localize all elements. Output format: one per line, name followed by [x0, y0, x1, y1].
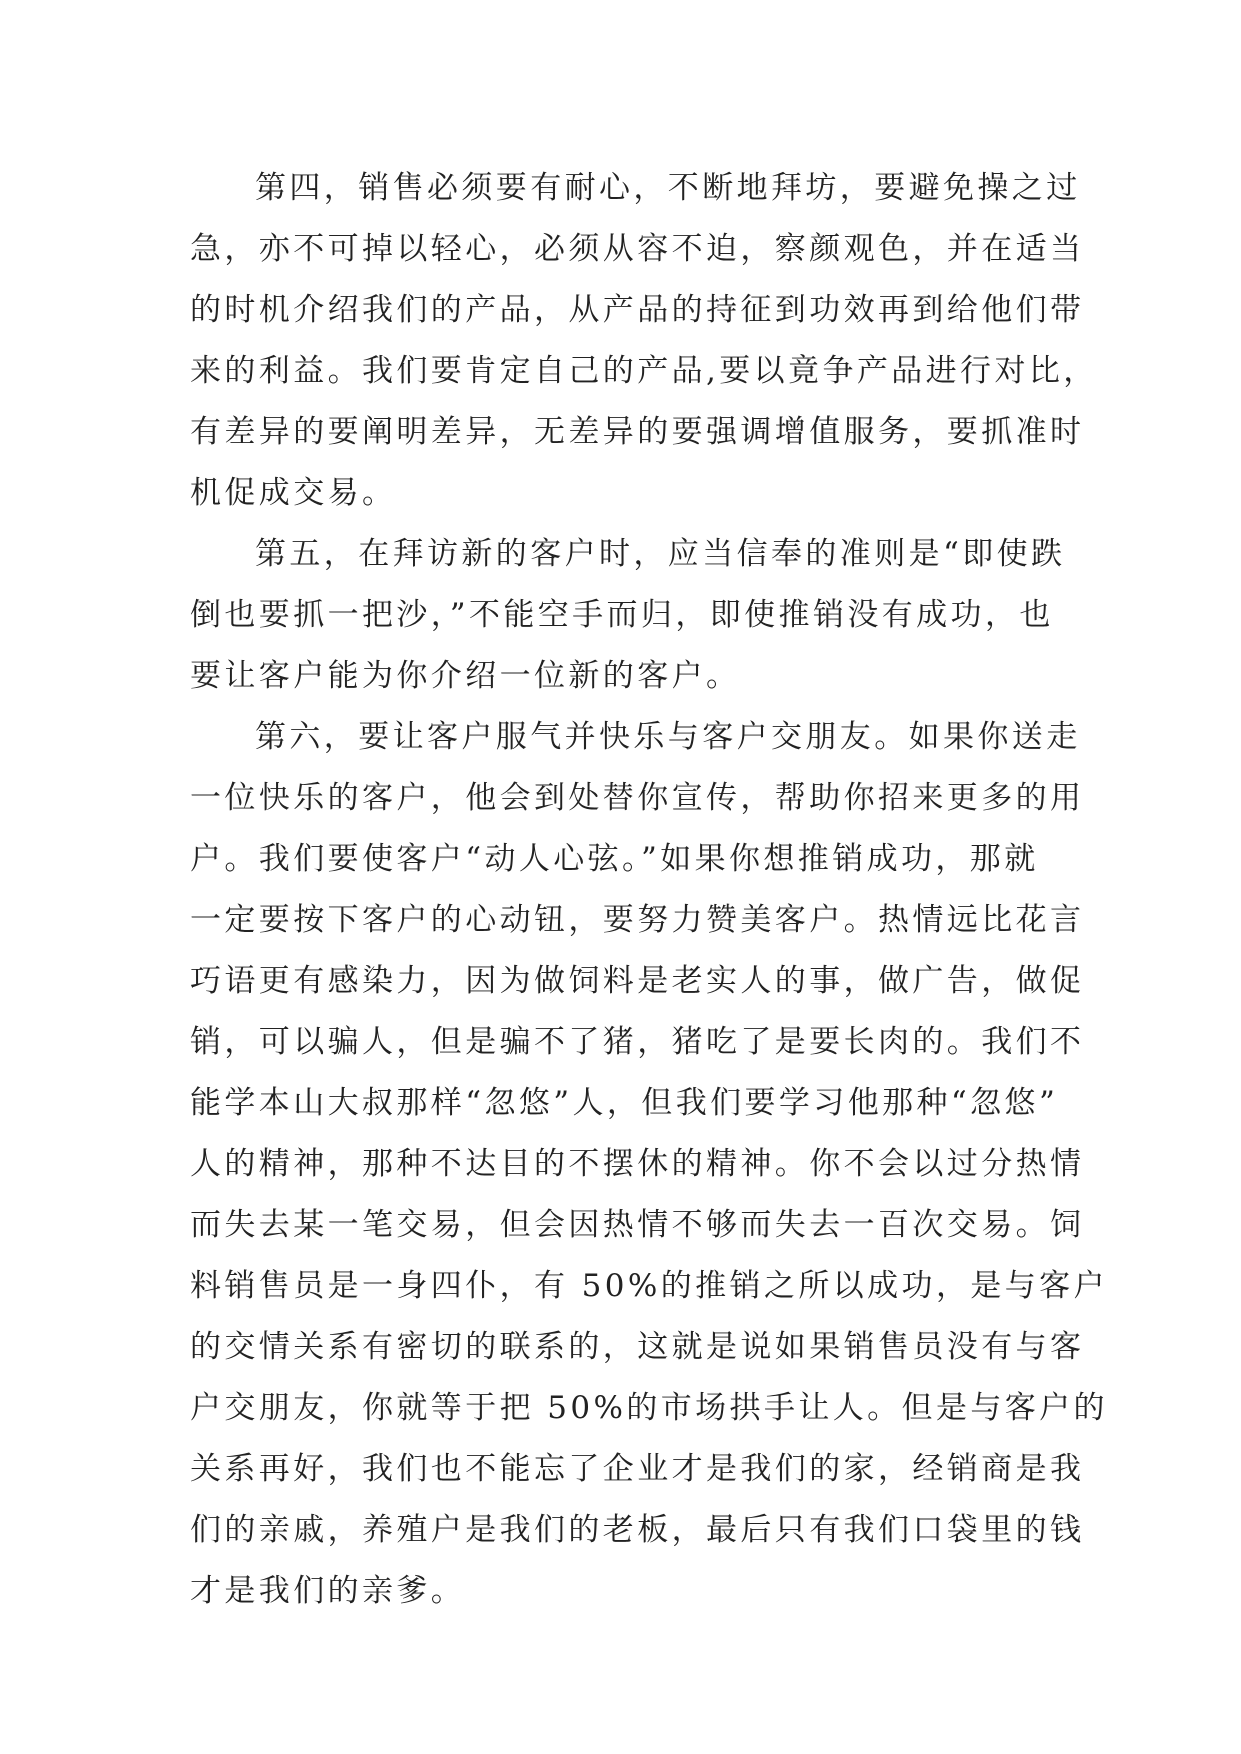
paragraph-6-line-11: 的交情关系有密切的联系的，这就是说如果销售员没有与客 — [190, 1329, 1085, 1365]
paragraph-6-line-15: 才是我们的亲爹。 — [190, 1573, 466, 1609]
paragraph-6-line-1: 第六，要让客户服气并快乐与客户交朋友。如果你送走 — [255, 719, 1081, 755]
paragraph-6-line-10: 料销售员是一身四仆，有 50%的推销之所以成功，是与客户 — [190, 1268, 1108, 1304]
paragraph-6-line-6: 销，可以骗人，但是骗不了猪，猪吃了是要长肉的。我们不 — [190, 1024, 1085, 1060]
paragraph-5-line-3: 要让客户能为你介绍一位新的客户。 — [190, 658, 741, 694]
paragraph-4-line-2: 急，亦不可掉以轻心，必须从容不迫，察颜观色，并在适当 — [190, 231, 1085, 267]
paragraph-6-line-13: 关系再好，我们也不能忘了企业才是我们的家，经销商是我 — [190, 1451, 1085, 1487]
paragraph-5-line-2: 倒也要抓一把沙，”不能空手而归，即使推销没有成功，也 — [190, 597, 1054, 633]
paragraph-4-line-4: 来的利益。我们要肯定自己的产品,要以竟争产品进行对比， — [190, 353, 1098, 389]
paragraph-6-line-14: 们的亲戚，养殖户是我们的老板，最后只有我们口袋里的钱 — [190, 1512, 1085, 1548]
paragraph-4-line-3: 的时机介绍我们的产品，从产品的持征到功效再到给他们带 — [190, 292, 1085, 328]
paragraph-6-line-4: 一定要按下客户的心动钮，要努力赞美客户。热情远比花言 — [190, 902, 1085, 938]
paragraph-6-line-12: 户交朋友，你就等于把 50%的市场拱手让人。但是与客户的 — [190, 1390, 1108, 1426]
body-text — [190, 158, 1108, 1622]
paragraph-6-line-2: 一位快乐的客户，他会到处替你宣传，帮助你招来更多的用 — [190, 780, 1085, 816]
paragraph-6-line-5: 巧语更有感染力，因为做饲料是老实人的事，做广告，做促 — [190, 963, 1085, 999]
paragraph-4-line-6: 机促成交易。 — [190, 475, 397, 511]
paragraph-6-line-8: 人的精神，那种不达目的不摆休的精神。你不会以过分热情 — [190, 1146, 1085, 1182]
paragraph-6-line-9: 而失去某一笔交易，但会因热情不够而失去一百次交易。饲 — [190, 1207, 1085, 1243]
paragraph-6-line-7: 能学本山大叔那样“忽悠”人，但我们要学习他那种“忽悠” — [190, 1085, 1059, 1121]
paragraph-5-line-1: 第五，在拜访新的客户时，应当信奉的准则是“即使跌 — [255, 536, 1066, 572]
paragraph-4-line-5: 有差异的要阐明差异，无差异的要强调增值服务，要抓准时 — [190, 414, 1085, 450]
paragraph-6-line-3: 户。我们要使客户“动人心弦。”如果你想推销成功，那就 — [190, 841, 1039, 877]
paragraph-4-line-1: 第四，销售必须要有耐心，不断地拜坊，要避免操之过 — [255, 170, 1081, 206]
